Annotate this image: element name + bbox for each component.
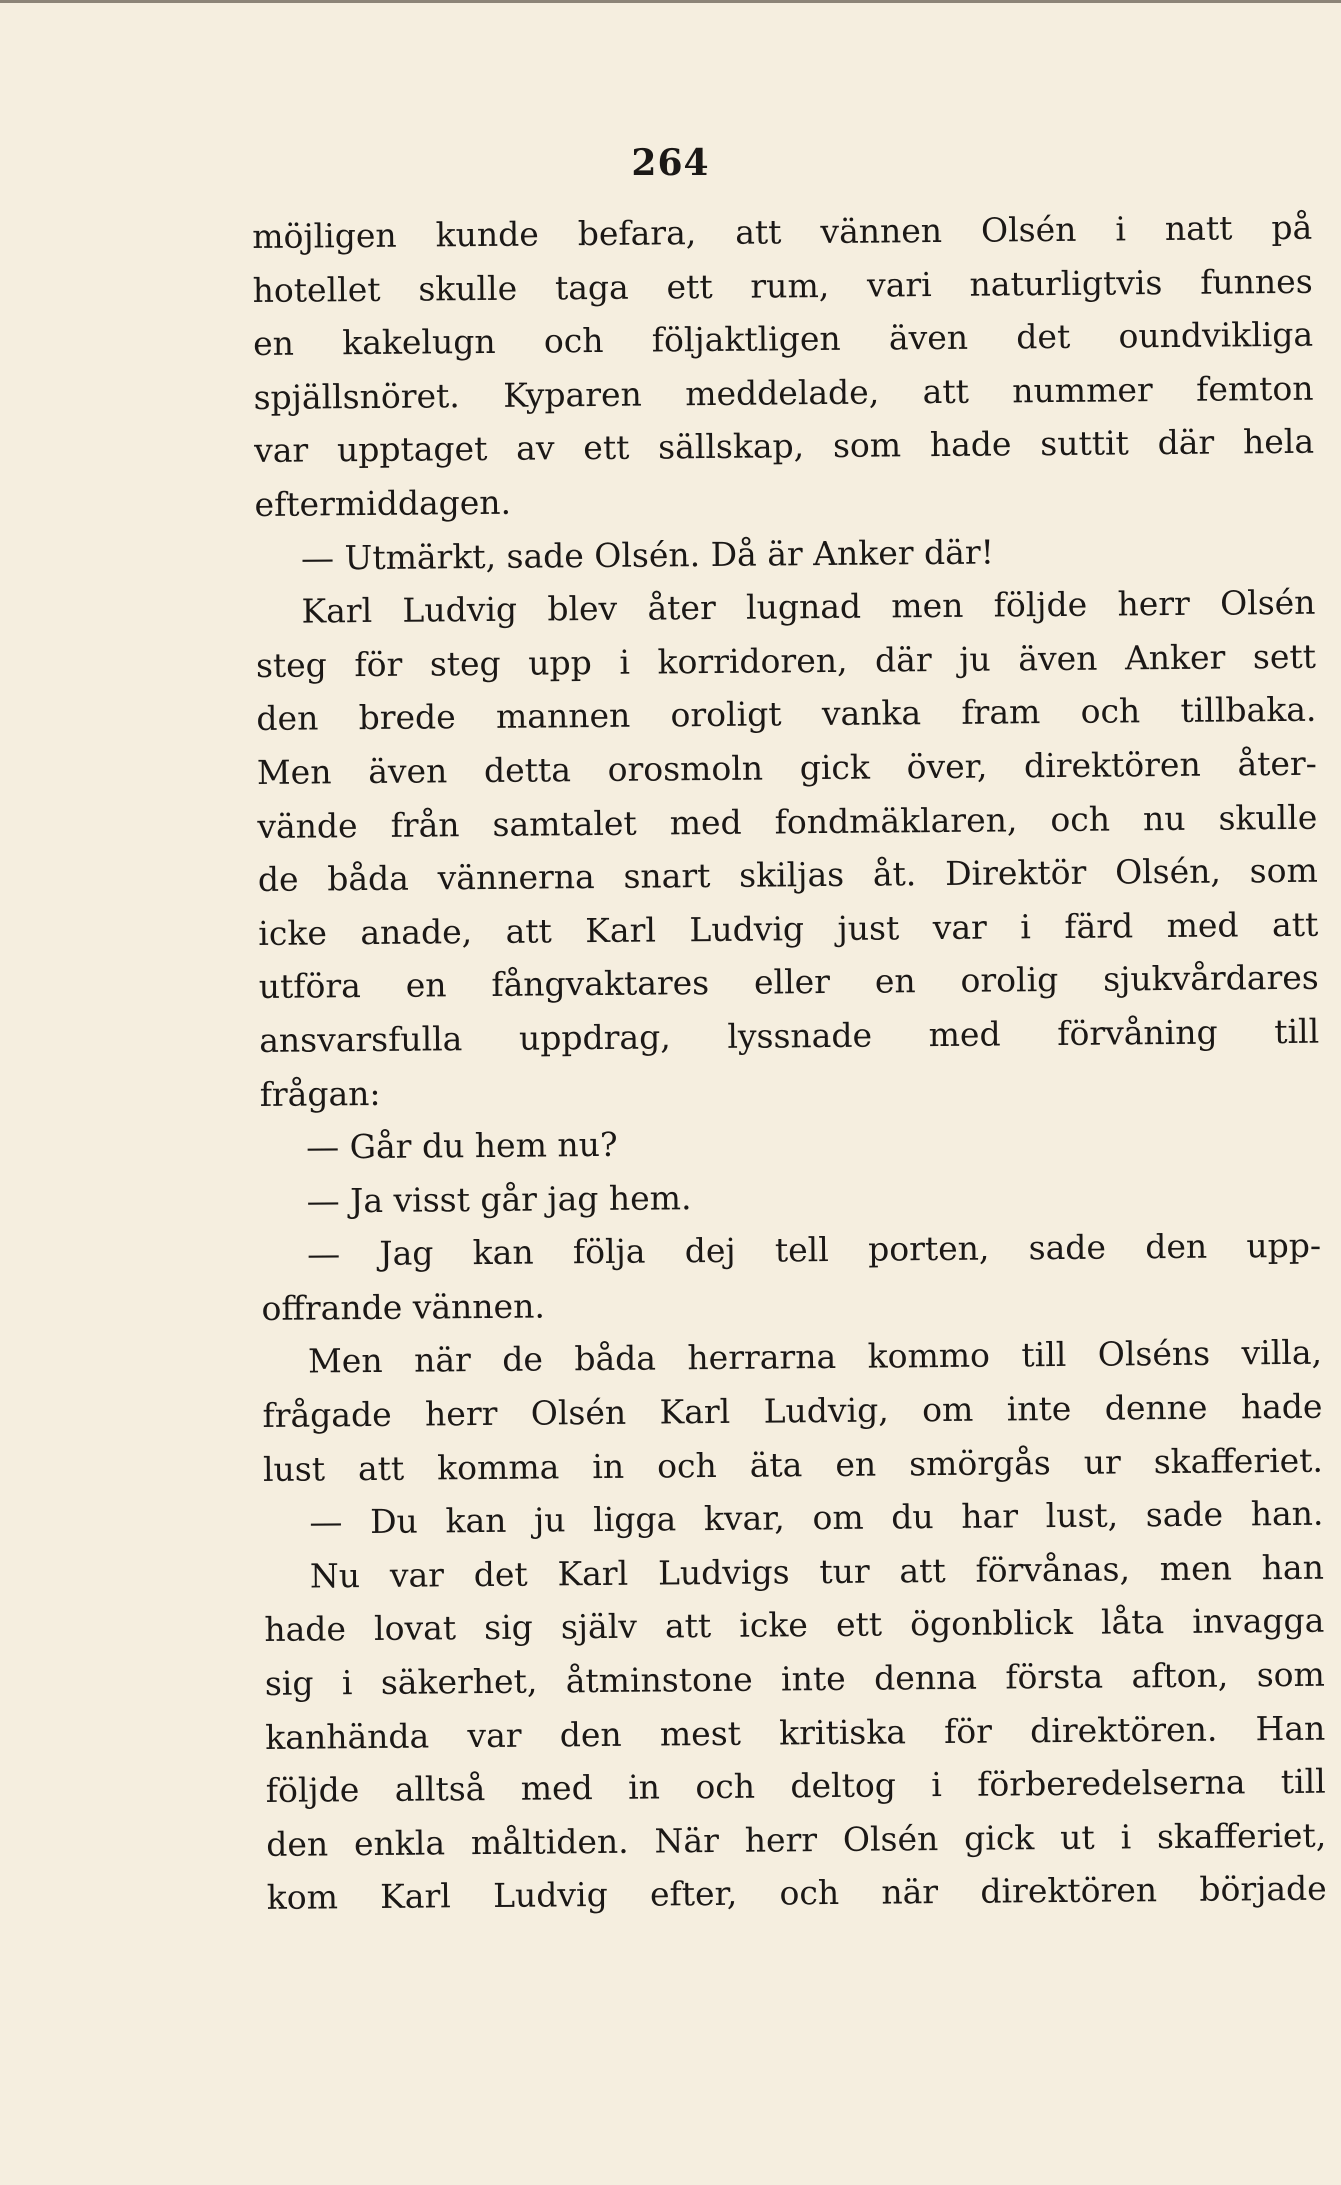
page-top-edge [0, 0, 1341, 3]
text-line: den brede mannen oroligt vanka fram och tillbaka. [256, 690, 1317, 739]
text-line: sig i säkerhet, åtminstone inte denna första afton, som [264, 1654, 1325, 1703]
text-line: var upptaget av ett sällskap, som hade suttit där hela [253, 422, 1315, 471]
text-line: hade lovat sig själv att icke ett ögonblick låta invagga [264, 1601, 1325, 1650]
text-line: möjligen kunde befara, att vännen Olsén i natt på [252, 207, 1313, 256]
text-line: utföra en fångvaktares eller en orolig sjukvårdares [258, 958, 1319, 1007]
text-line: de båda vännerna snart skiljas åt. Direktör Olsén, som [257, 850, 1318, 900]
text-line: frågade herr Olsén Karl Ludvig, om inte denne hade [262, 1386, 1323, 1436]
text-line: kom Karl Ludvig efter, och när direktören började [266, 1869, 1327, 1918]
text-line: — Går du hem nu? [306, 1124, 618, 1167]
text-line: — Ja visst går jag hem. [306, 1177, 692, 1221]
text-line: spjällsnöret. Kyparen meddelade, att nummer femton [253, 368, 1314, 417]
text-line: den enkla måltiden. När herr Olsén gick ut i skafferiet, [266, 1815, 1327, 1864]
text-line: Men när de båda herrarna kommo till Olséns villa, [307, 1333, 1323, 1382]
text-line: följde alltså med in och deltog i förberedelserna till [265, 1761, 1326, 1811]
text-line: — Utmärkt, sade Olsén. Då är Anker där! [300, 532, 995, 578]
text-line: en kakelugn och följaktligen även det oundvikliga [252, 314, 1314, 364]
text-line: — Jag kan följa dej tell porten, sade den upp- [306, 1225, 1322, 1274]
text-line: — Du kan ju ligga kvar, om du har lust, sade han. [309, 1493, 1324, 1542]
text-line: kanhända var den mest kritiska för direktören. Han [265, 1708, 1326, 1757]
text-line: Men även detta orosmoln gick över, direktören åter- [256, 743, 1318, 792]
text-line: Karl Ludvig blev åter lugnad men följde herr Olsén [301, 582, 1316, 631]
text-line: steg för steg upp i korridoren, där ju även Anker sett [255, 636, 1317, 685]
text-line: vände från samtalet med fondmäklaren, och nu skulle [257, 797, 1318, 846]
text-line: frågan: [259, 1073, 381, 1114]
text-line: icke anade, att Karl Ludvig just var i färd med att [258, 904, 1319, 953]
page-number: 264 [631, 142, 710, 184]
text-line: ansvarsfulla uppdrag, lyssnade med förvåning till [259, 1011, 1320, 1060]
text-line: offrande vännen. [261, 1286, 546, 1328]
text-line: hotellet skulle taga ett rum, vari naturligtvis funnes [252, 261, 1313, 310]
text-line: lust att komma in och äta en smörgås ur skafferiet. [262, 1440, 1324, 1489]
text-line: Nu var det Karl Ludvigs tur att förvånas, men han [309, 1547, 1325, 1596]
body-text [252, 201, 1327, 1925]
text-line: eftermiddagen. [254, 482, 512, 524]
